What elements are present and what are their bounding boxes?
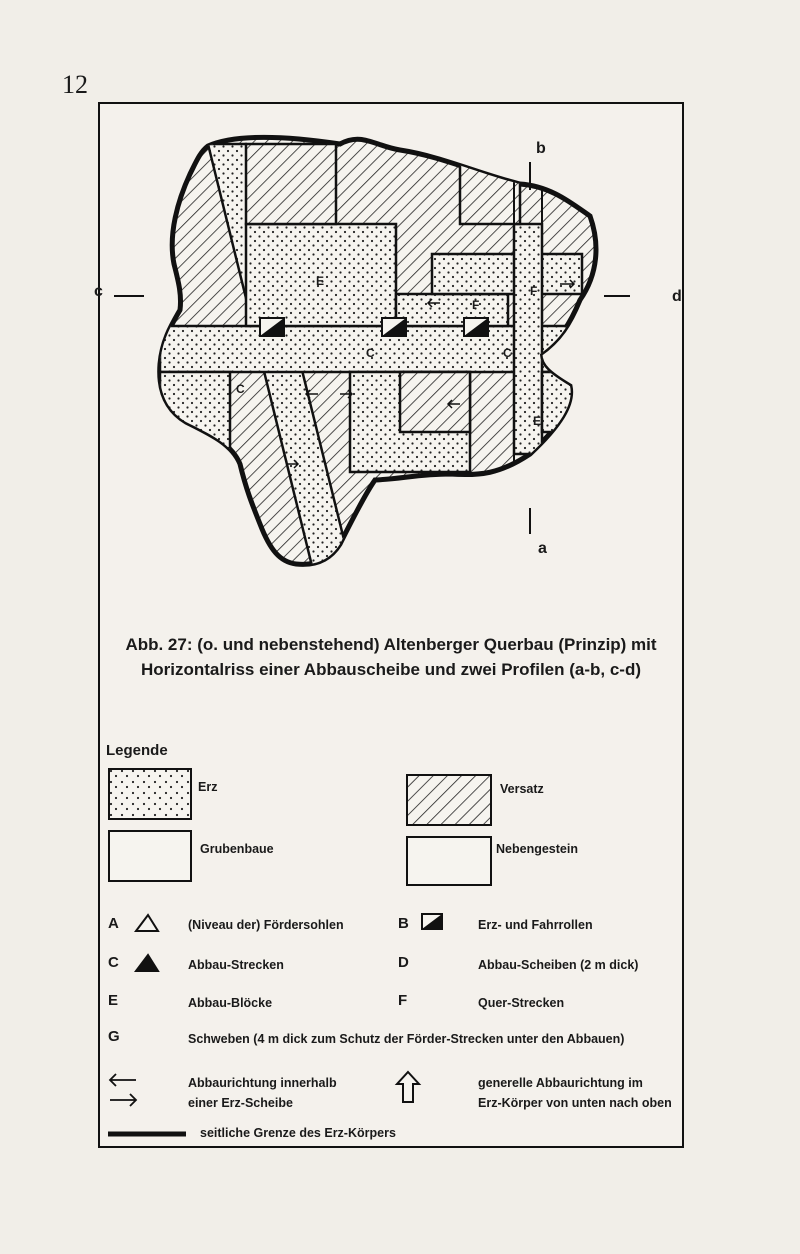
plan-label-c-right: C [503, 346, 512, 360]
legend-text-e: Abbau-Blöcke [188, 996, 273, 1010]
legend-versatz-label: Versatz [500, 782, 544, 796]
legend-text-c: Abbau-Strecken [188, 958, 284, 972]
rolle-symbol [420, 912, 446, 932]
legend-up-text-2: Erz-Körper von unten nach oben [478, 1096, 672, 1110]
legend-text-f: Quer-Strecken [478, 996, 565, 1010]
legend-text-d: Abbau-Scheiben (2 m dick) [478, 958, 639, 972]
legend-letter-f: F [398, 992, 408, 1009]
legend-title: Legende [106, 742, 168, 759]
mine-plan-drawing [100, 104, 682, 604]
plan-label-c-left: C [236, 382, 245, 396]
plan-label-e-block: E [316, 274, 325, 288]
legend-letter-d: D [398, 954, 409, 971]
plan-label-c-center: C [366, 346, 375, 360]
legend-erz-label: Erz [198, 780, 218, 794]
legend-up-text-1: generelle Abbaurichtung im [478, 1076, 643, 1090]
legend-arrow-text-2: einer Erz-Scheibe [188, 1096, 293, 1110]
versatz-swatch [406, 774, 492, 826]
figure-caption [100, 632, 682, 682]
plan-label-f-right: F [530, 284, 538, 298]
legend-boundary-text: seitliche Grenze des Erz-Körpers [200, 1126, 396, 1140]
legend-text-a: (Niveau der) Fördersohlen [188, 918, 344, 932]
caption-line-1: Abb. 27: (o. und nebenstehend) Altenberger Querbau (Prinzip) mit [125, 635, 657, 654]
grubenbaue-swatch [108, 830, 192, 882]
legend-text-b: Erz- und Fahrrollen [478, 918, 593, 932]
legend-nebengestein-label: Nebengestein [496, 842, 578, 856]
erz-swatch [108, 768, 192, 820]
legend-letter-b: B [398, 915, 409, 932]
legend-letter-e: E [108, 992, 119, 1009]
legend-letter-c: C [108, 954, 119, 971]
legend-grubenbaue-label: Grubenbaue [200, 842, 274, 856]
plan-label-f-left: F [472, 298, 480, 312]
legend-letter-a: A [108, 915, 119, 932]
legend-arrow-text-1: Abbaurichtung innerhalb [188, 1076, 337, 1090]
arrows-symbol [104, 1070, 144, 1110]
nebengestein-swatch [406, 836, 492, 886]
plan-label-b: b [536, 140, 546, 157]
boundary-symbol [106, 1128, 192, 1140]
page-number: 12 [62, 70, 88, 99]
abbaustrecke-symbol [132, 951, 162, 973]
plan-label-e-right: E [533, 414, 542, 428]
plan-label-a: a [538, 540, 547, 557]
plan-label-d: d [672, 288, 682, 305]
legend-letter-g: G [108, 1028, 120, 1045]
legend-text-g: Schweben (4 m dick zum Schutz der Förder-Strecken unter den Abbauen) [188, 1032, 625, 1046]
up-arrow-symbol [394, 1070, 422, 1104]
foerdersohle-symbol [132, 911, 162, 933]
plan-label-c: c [94, 283, 103, 300]
caption-line-2: Horizontalriss einer Abbauscheibe und zwei Profilen (a-b, c-d) [141, 660, 641, 679]
